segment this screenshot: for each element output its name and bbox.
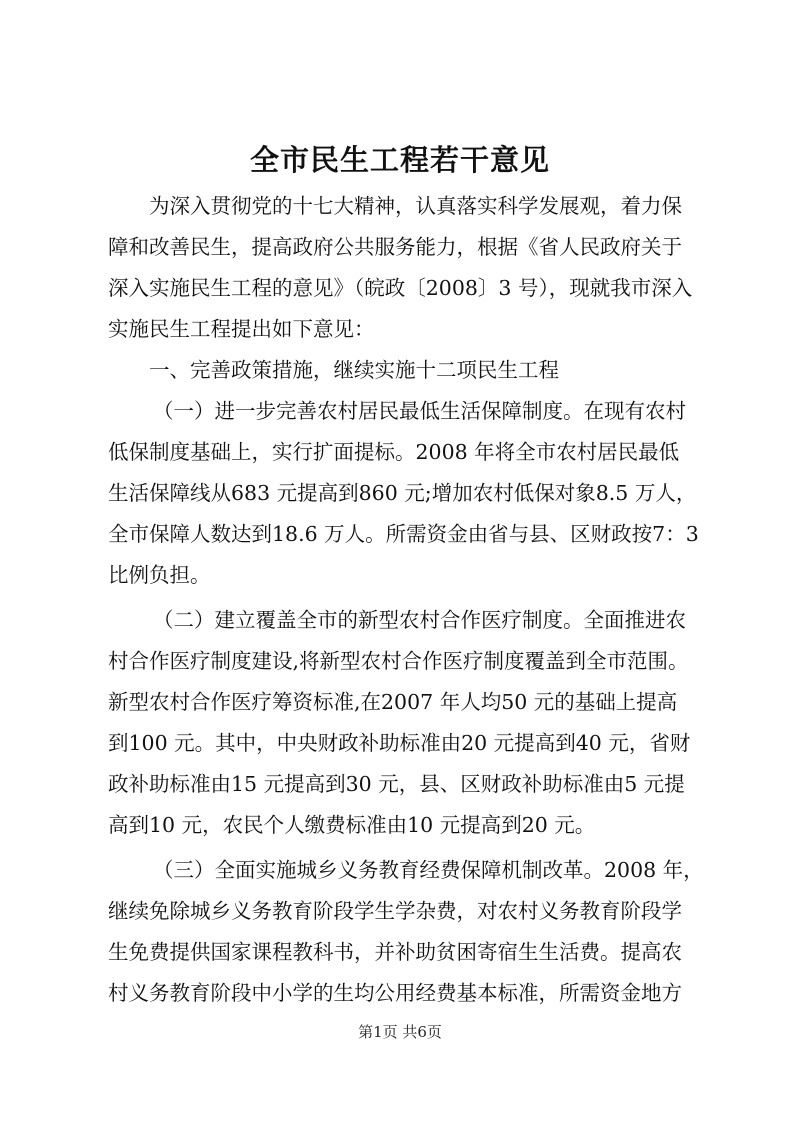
text-line: 深入实施民生工程的意见》（皖政〔2008〕3 号），现就我市深入 [108, 276, 693, 300]
text-line: （一）进一步完善农村居民最低生活保障制度。在现有农村 [153, 399, 686, 423]
document-body [108, 186, 733, 1014]
text-line: 村义务教育阶段中小学的生均公用经费基本标准，所需资金地方 [108, 981, 682, 1005]
text-line: 村合作医疗制度建设,将新型农村合作医疗制度覆盖到全市范围。 [108, 649, 689, 673]
text-line: 生活保障线从683 元提高到860 元;增加农村低保对象8.5 万人， [108, 481, 697, 505]
text-line: 新型农村合作医疗筹资标准,在2007 年人均50 元的基础上提高 [108, 690, 678, 714]
text-line: （三）全面实施城乡义务教育经费保障机制改革。2008 年， [153, 858, 704, 882]
text-line: 高到10 元，农民个人缴费标准由10 元提高到20 元。 [108, 813, 596, 837]
text-line: 政补助标准由15 元提高到30 元，县、区财政补助标准由5 元提 [108, 772, 685, 796]
text-line: 实施民生工程提出如下意见： [108, 317, 375, 341]
text-line: 生免费提供国家课程教科书，并补助贫困寄宿生生活费。提高农 [108, 940, 682, 964]
text-line: 继续免除城乡义务教育阶段学生学杂费，对农村义务教育阶段学 [108, 899, 682, 923]
document-title: 全市民生工程若干意见 [249, 143, 550, 177]
page-number-footer: 第1页 共6页 [358, 1023, 442, 1041]
text-line: 低保制度基础上，实行扩面提标。2008 年将全市农村居民最低 [108, 440, 680, 464]
text-line: 为深入贯彻党的十七大精神，认真落实科学发展观，着力保 [149, 194, 682, 218]
text-line: 比例负担。 [108, 563, 211, 587]
text-line: 障和改善民生，提高政府公共服务能力，根据《省人民政府关于 [108, 235, 682, 259]
section-heading: 一、完善政策措施，继续实施十二项民生工程 [149, 358, 559, 382]
text-line: （二）建立覆盖全市的新型农村合作医疗制度。全面推进农 [153, 608, 686, 632]
text-line: 到100 元。其中，中央财政补助标准由20 元提高到40 元，省财 [108, 731, 691, 755]
text-line: 全市保障人数达到18.6 万人。所需资金由省与县、区财政按7：3 [108, 522, 699, 546]
